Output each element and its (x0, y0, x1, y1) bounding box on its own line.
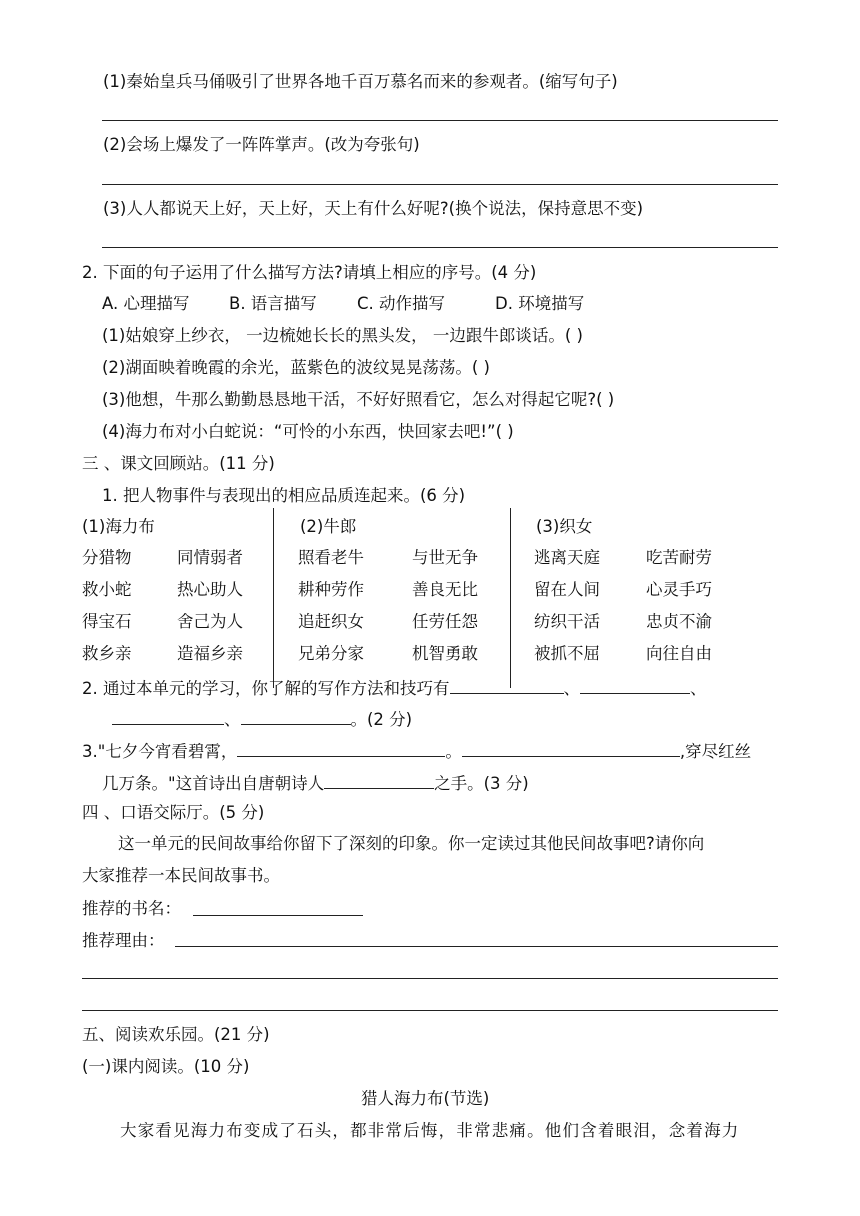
section-4-paragraph-line2: 大家推荐一本民间故事书。 (82, 866, 280, 885)
section-5-heading: 五、阅读欢乐园。(21 分) (82, 1025, 270, 1044)
rewrite-question-1: (1)秦始皇兵马俑吸引了世界各地千百万慕名而来的参观者。(缩写句子) (103, 72, 618, 91)
q2-item-2[interactable]: (2)湖面映着晚霞的余光，蓝紫色的波纹晃晃荡荡。( ) (102, 358, 490, 377)
quality-item[interactable]: 善良无比 (412, 580, 478, 599)
reason-line[interactable] (82, 1010, 778, 1011)
quality-item[interactable]: 忠贞不渝 (646, 612, 712, 631)
book-name-label: 推荐的书名： (82, 899, 181, 918)
answer-line[interactable] (102, 184, 778, 185)
reason-line[interactable] (82, 978, 778, 979)
event-item[interactable]: 耕种劳作 (298, 580, 364, 599)
separator: 、 (224, 710, 241, 729)
group-title-niulang: (2)牛郎 (300, 517, 357, 536)
event-item[interactable]: 追赶织女 (298, 612, 364, 631)
blank[interactable] (324, 770, 434, 789)
event-item[interactable]: 救乡亲 (82, 644, 132, 663)
option-b: B. 语言描写 (229, 294, 317, 313)
answer-line[interactable] (102, 120, 778, 121)
blank[interactable] (580, 675, 690, 694)
q3-text-b: 。 (445, 742, 462, 761)
passage-title: 猎人海力布(节选) (361, 1089, 490, 1108)
quality-item[interactable]: 机智勇敢 (412, 644, 478, 663)
event-item[interactable]: 逃离天庭 (534, 548, 600, 567)
q3-text-c: ,穿尽红丝 (679, 742, 752, 761)
q2-item-4[interactable]: (4)海力布对小白蛇说：“可怜的小东西，快回家去吧!”( ) (102, 422, 514, 441)
separator: 、 (690, 679, 707, 698)
q3-line2-prefix: 几万条。"这首诗出自唐朝诗人 (102, 774, 325, 793)
blank[interactable] (237, 738, 445, 757)
group-title-zhinv: (3)织女 (536, 517, 593, 536)
quality-item[interactable]: 舍己为人 (177, 612, 243, 631)
quality-item[interactable]: 热心助人 (177, 580, 243, 599)
q3-line2-suffix: 之手。(3 分) (434, 774, 529, 793)
event-item[interactable]: 兄弟分家 (298, 644, 364, 663)
book-name-blank[interactable] (193, 915, 363, 916)
reason-label: 推荐理由： (82, 931, 165, 950)
q2-item-3[interactable]: (3)他想，牛那么勤勤恳恳地干活，不好好照看它，怎么对得起它呢?( ) (102, 390, 615, 409)
quality-item[interactable]: 吃苦耐劳 (646, 548, 712, 567)
event-item[interactable]: 得宝石 (82, 612, 132, 631)
section-3-q3-line2 (102, 770, 529, 795)
option-d: D. 环境描写 (495, 294, 585, 313)
blank[interactable] (450, 675, 564, 694)
blank[interactable] (462, 738, 680, 757)
quality-item[interactable]: 同情弱者 (177, 548, 243, 567)
option-c: C. 动作描写 (357, 294, 446, 313)
event-item[interactable]: 留在人间 (534, 580, 600, 599)
reason-line[interactable] (175, 946, 778, 947)
event-item[interactable]: 分猎物 (82, 548, 132, 567)
section-4-paragraph-line1: 这一单元的民间故事给你留下了深刻的印象。你一定读过其他民间故事吧?请你向 (118, 834, 705, 853)
rewrite-question-2: (2)会场上爆发了一阵阵掌声。(改为夸张句) (103, 135, 420, 154)
section-3-q2-line2 (112, 706, 412, 731)
option-a: A. 心理描写 (102, 294, 190, 313)
section-3-q1-stem: 1. 把人物事件与表现出的相应品质连起来。(6 分) (102, 486, 466, 505)
section-3-heading: 三 、课文回顾站。(11 分) (82, 454, 275, 473)
column-divider (510, 508, 511, 688)
separator: 、 (563, 679, 580, 698)
event-item[interactable]: 被抓不屈 (534, 644, 600, 663)
answer-line[interactable] (102, 247, 778, 248)
q2-suffix: 。(2 分) (350, 710, 413, 729)
section-4-heading: 四 、口语交际厅。(5 分) (82, 803, 265, 822)
section-3-q2 (82, 675, 707, 700)
q3-text-a: 3."七夕今宵看碧霄， (82, 742, 238, 761)
blank[interactable] (112, 706, 224, 725)
group-title-hailibu: (1)海力布 (82, 517, 155, 536)
q2-item-1[interactable]: (1)姑娘穿上纱衣， 一边梳她长长的黑头发， 一边跟牛郎谈话。( ) (102, 326, 583, 345)
question-2-stem: 2. 下面的句子运用了什么描写方法?请填上相应的序号。(4 分) (82, 263, 537, 282)
column-divider (273, 508, 274, 688)
event-item[interactable]: 照看老牛 (298, 548, 364, 567)
event-item[interactable]: 纺织干活 (534, 612, 600, 631)
quality-item[interactable]: 心灵手巧 (646, 580, 712, 599)
q2-prefix: 2. 通过本单元的学习，你了解的写作方法和技巧有 (82, 679, 450, 698)
blank[interactable] (241, 706, 351, 725)
quality-item[interactable]: 任劳任怨 (412, 612, 478, 631)
quality-item[interactable]: 造福乡亲 (177, 644, 243, 663)
passage-text: 大家看见海力布变成了石头，都非常后悔，非常悲痛。他们含着眼泪，念着海力 (120, 1121, 740, 1140)
section-3-q3 (82, 738, 751, 763)
section-5-subheading: (一)课内阅读。(10 分) (82, 1057, 250, 1076)
event-item[interactable]: 救小蛇 (82, 580, 132, 599)
quality-item[interactable]: 与世无争 (412, 548, 478, 567)
quality-item[interactable]: 向往自由 (646, 644, 712, 663)
rewrite-question-3: (3)人人都说天上好，天上好，天上有什么好呢?(换个说法，保持意思不变) (103, 199, 644, 218)
